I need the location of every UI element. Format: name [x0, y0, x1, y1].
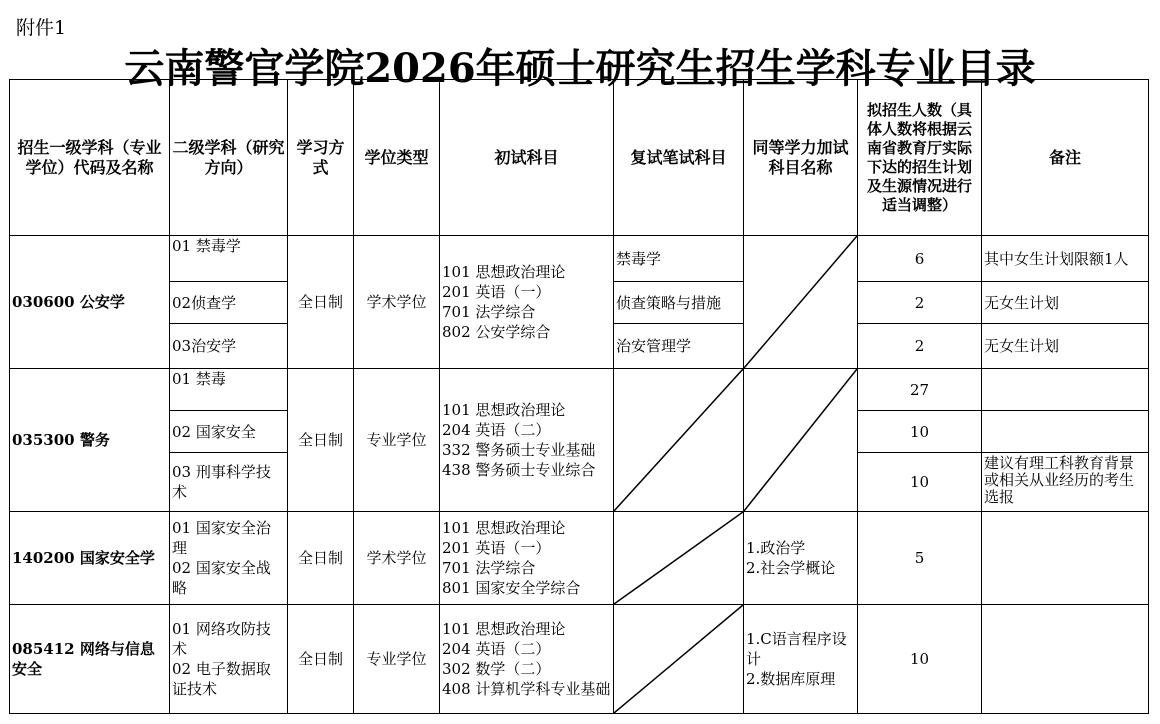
header-remarks: 备注 — [982, 80, 1149, 236]
header-retest-exam: 复试笔试科目 — [614, 80, 744, 236]
initial-exam-cell: 101 思想政治理论 201 英语（一） 701 法学综合 802 公安学综合 — [440, 236, 614, 369]
diagonal-slash — [614, 605, 743, 713]
attachment-label: 附件1 — [16, 17, 67, 39]
header-degree-type: 学位类型 — [354, 80, 440, 236]
remark-cell — [982, 369, 1149, 411]
page-title: 云南警官学院2026年硕士研究生招生学科专业目录 — [124, 45, 1036, 92]
diagonal-slash — [744, 369, 857, 511]
discipline-cell: 085412 网络与信息安全 — [10, 605, 170, 714]
retest-exam-cell-empty — [614, 369, 744, 512]
degree-type-cell: 学术学位 — [354, 512, 440, 605]
initial-exam-cell: 101 思想政治理论 204 英语（二） 302 数学（二） 408 计算机学科专业基础 — [440, 605, 614, 714]
remark-cell: 其中女生计划限额1人 — [982, 236, 1149, 282]
equivalent-exam-cell-empty — [744, 369, 858, 512]
retest-exam-cell: 禁毒学 — [614, 236, 744, 282]
header-sub-discipline: 二级学科（研究方向） — [170, 80, 288, 236]
remark-cell — [982, 605, 1149, 714]
remark-cell: 无女生计划 — [982, 324, 1149, 369]
initial-exam-cell: 101 思想政治理论 201 英语（一） 701 法学综合 801 国家安全学综合 — [440, 512, 614, 605]
diagonal-slash — [614, 512, 743, 604]
sub-discipline-cell: 03 刑事科学技术 — [170, 453, 288, 512]
discipline-cell: 030600 公安学 — [10, 236, 170, 369]
catalog-table — [9, 79, 1149, 714]
enrollment-cell: 2 — [858, 324, 982, 369]
enrollment-cell: 10 — [858, 411, 982, 453]
initial-exam-cell: 101 思想政治理论 204 英语（二） 332 警务硕士专业基础 438 警务硕士专业综合 — [440, 369, 614, 512]
retest-exam-cell: 侦查策略与措施 — [614, 282, 744, 324]
diagonal-slash — [614, 369, 743, 511]
header-row — [10, 80, 1149, 236]
study-mode-cell: 全日制 — [288, 512, 354, 605]
sub-discipline-cell: 01 国家安全治理 02 国家安全战略 — [170, 512, 288, 605]
header-initial-exam: 初试科目 — [440, 80, 614, 236]
enrollment-cell: 10 — [858, 453, 982, 512]
enrollment-cell: 6 — [858, 236, 982, 282]
sub-discipline-cell: 03治安学 — [170, 324, 288, 369]
header-equivalent-exam: 同等学力加试科目名称 — [744, 80, 858, 236]
retest-exam-cell: 治安管理学 — [614, 324, 744, 369]
degree-type-cell: 专业学位 — [354, 369, 440, 512]
sub-discipline-cell: 01 禁毒 — [170, 369, 288, 411]
study-mode-cell: 全日制 — [288, 236, 354, 369]
enrollment-cell: 27 — [858, 369, 982, 411]
sub-discipline-cell: 01 禁毒学 — [170, 236, 288, 282]
degree-type-cell: 专业学位 — [354, 605, 440, 714]
equivalent-exam-cell: 1.C语言程序设计 2.数据库原理 — [744, 605, 858, 714]
retest-exam-cell-empty — [614, 605, 744, 714]
table-row — [10, 512, 1149, 605]
remark-cell: 建议有理工科教育背景或相关从业经历的考生选报 — [982, 453, 1149, 512]
sub-discipline-cell: 02 国家安全 — [170, 411, 288, 453]
sub-discipline-cell: 01 网络攻防技术 02 电子数据取证技术 — [170, 605, 288, 714]
discipline-cell: 035300 警务 — [10, 369, 170, 512]
discipline-cell: 140200 国家安全学 — [10, 512, 170, 605]
header-discipline: 招生一级学科（专业学位）代码及名称 — [10, 80, 170, 236]
equivalent-exam-cell-empty — [744, 236, 858, 369]
enrollment-cell: 10 — [858, 605, 982, 714]
header-study-mode: 学习方式 — [288, 80, 354, 236]
header-enrollment: 拟招生人数（具体人数将根据云南省教育厅实际下达的招生计划及生源情况进行适当调整） — [858, 80, 982, 236]
remark-cell: 无女生计划 — [982, 282, 1149, 324]
remark-cell — [982, 512, 1149, 605]
sub-discipline-cell: 02侦查学 — [170, 282, 288, 324]
table-row — [10, 605, 1149, 714]
table-row — [10, 236, 1149, 282]
degree-type-cell: 学术学位 — [354, 236, 440, 369]
enrollment-cell: 2 — [858, 282, 982, 324]
retest-exam-cell-empty — [614, 512, 744, 605]
remark-cell — [982, 411, 1149, 453]
study-mode-cell: 全日制 — [288, 369, 354, 512]
equivalent-exam-cell: 1.政治学 2.社会学概论 — [744, 512, 858, 605]
diagonal-slash — [744, 236, 857, 368]
study-mode-cell: 全日制 — [288, 605, 354, 714]
enrollment-cell: 5 — [858, 512, 982, 605]
table-row — [10, 369, 1149, 411]
